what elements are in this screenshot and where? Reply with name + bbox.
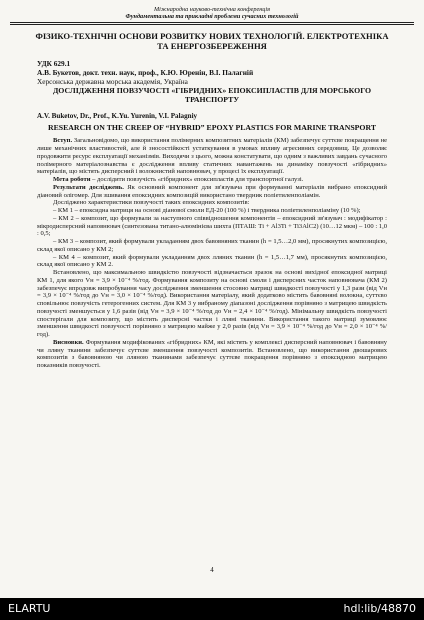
results-label: Результати досліджень. — [53, 183, 124, 191]
list-item-km3: – КМ 3 – композит, який формували укладанням двох бавовняних тканин (h = 1,5…2,0 мм), просякнутих композицією, склад якої описано у КМ 2; — [37, 238, 387, 253]
page-number: 4 — [210, 566, 214, 574]
article-title-english: RESEARCH ON THE CREEP OF “HYBRID” EPOXY PLASTICS FOR MARINE TRANSPORT — [47, 122, 377, 132]
paragraph-composites: Досліджено характеристики повзучості таких епоксидних композитів: — [53, 199, 250, 207]
conclusions-label: Висновки. — [53, 338, 84, 346]
conference-name: Міжнародна науково-технічна конференція — [154, 6, 270, 13]
paragraph-results — [37, 184, 387, 200]
affiliation: Херсонська державна морська академія, Україна — [37, 76, 188, 86]
paragraph-aim — [37, 176, 387, 184]
list-item-km1: – КМ 1 – епоксидна матриця на основі діанової смоли ЕД-20 (100 %) і твердника поліетиленполіаміну (10 %); — [53, 207, 361, 215]
results-text: Як основний компонент для зв'язувача при формуванні матеріалів вибрано епоксидний діановий олігомер. Для зшивання епоксидних композицій використано твердник поліетиленполіамін. — [37, 183, 387, 199]
handle-id: hdl:lib/48870 — [343, 602, 416, 615]
running-header — [0, 6, 424, 20]
authors: А.В. Букетов, докт. техн. наук, проф., К.Ю. Юренін, В.І. Палагній — [37, 68, 254, 78]
repository-name: ELARTU — [8, 602, 51, 615]
aim-text: – дослідити повзучість «гібридних» епоксипластів для транспортної галузі. — [90, 176, 304, 184]
authors-english: A.V. Buketov, Dr., Prof., K.Yu. Yurenin, V.I. Palagniy — [37, 111, 198, 120]
list-item-km4: – КМ 4 – композит, який формували укладанням двох лляних тканин (h = 1,5…1,7 мм), просякнутих композицією, склад якої описано у КМ 2. — [37, 253, 387, 269]
section-title: ФІЗИКО-ТЕХНІЧНІ ОСНОВИ РОЗВИТКУ НОВИХ ТЕХНОЛОГІЙ. ЕЛЕКТРОТЕХНІКА ТА ЕНЕРГОЗБЕРЕЖЕННЯ — [35, 31, 389, 51]
article-title: ДОСЛІДЖЕННЯ ПОВЗУЧОСТІ «ГІБРИДНИХ» ЕПОКСИПЛАСТІВ ДЛЯ МОРСЬКОГО ТРАНСПОРТУ — [52, 86, 372, 104]
udk-code: УДК 629.1 — [37, 59, 71, 69]
paragraph-intro — [37, 137, 387, 176]
header-rule — [10, 22, 414, 25]
conclusions-text: Формування модифікованих «гібридних» КМ, які містять у комплексі дисперсний наповнювач і бавовняну чи лляну тканини забезпечує суттєве зменшення повзучості композитів. Встановлено, що використання двошарових композитів з бавовняною чи лляною тканинами забезпечує суттєве покращення порівняно з епоксидною матрицею показників повзучості. — [37, 338, 387, 370]
article-body — [37, 137, 387, 370]
paragraph-conclusions — [37, 339, 387, 370]
paragraph-established: Встановлено, що максимальною швидкістю повзучості відзначається зразок на основі вихідної епоксидної матриці КМ 1, для якого Vн = 3,9 × 10⁻⁴ %/год. Формування композиту на основі смоли і дисперсних часток наповнювача (КМ 2) забезпечує впродовж випробування часу дослідження зменшення стосовно матриці швидкості повзучості у 1,3 рази (від Vн = 3,9 × 10⁻⁴ %/год до Vн = 3,0 × 10⁻⁴ %/год). Використання матеріалу, який додатково містить бавовняні волокна, суттєво сповільнює повзучість гетерогенних систем. Для КМ 3 у вибраному діапазоні дослідження порівняно з матрицею швидкість повзучості зменшується у 1,6 разів (від Vн = 3,9 × 10⁻⁴ %/год до Vн = 2,4 × 10⁻⁴ %/год). Мінімальну швидкість повзучості спостерігали для композиту, що містить дисперсні частки і лляні тканини. Використання такого матриці зумовлює зменшення швидкості повзучості порівняно з матрицею майже у 2,0 разів (від Vн = 3,9 × 10⁻⁴ %/год до Vн = 2,0 × 10⁻⁴ %/год). — [37, 269, 387, 339]
list-item-km2: – КМ 2 – композит, що формували за наступного співвідношення компонентів – епоксидний зв'язувач : модифікатор : мікродисперсний наповнювач (синтезована титано-алюмінієва шихта (ПТАШ: Ті + Al3Ti + Ti3AlC2) (10…12 мкм) – 100 : 1,0 : 0,5; — [37, 214, 387, 238]
repository-footer — [0, 598, 424, 620]
intro-label: Вступ. — [53, 137, 73, 145]
intro-text: Загальновідомо, що використання полімерних композитних матеріалів (КМ) забезпечує суттєве покращення не лише механічних властивостей, але й зносостійкості устаткування в умовах впливу агресивних середовищ. Це дозволяє продовжити ресурс експлуатації механізмів. Виходячи з цього, можна констатувати, що одним з важливих завдань сучасного полімерного матеріалознавства є дослідження впливу статичних навантажень на динаміку повзучості «гібридних» матеріалів, що містять дисперсний і волокнистий наповнювач, у процесі їх експлуатації. — [37, 137, 387, 176]
aim-label: Мета роботи — [53, 176, 91, 184]
conference-subtitle: Фундаментальна та прикладні проблеми сучасних технологій — [125, 13, 299, 20]
